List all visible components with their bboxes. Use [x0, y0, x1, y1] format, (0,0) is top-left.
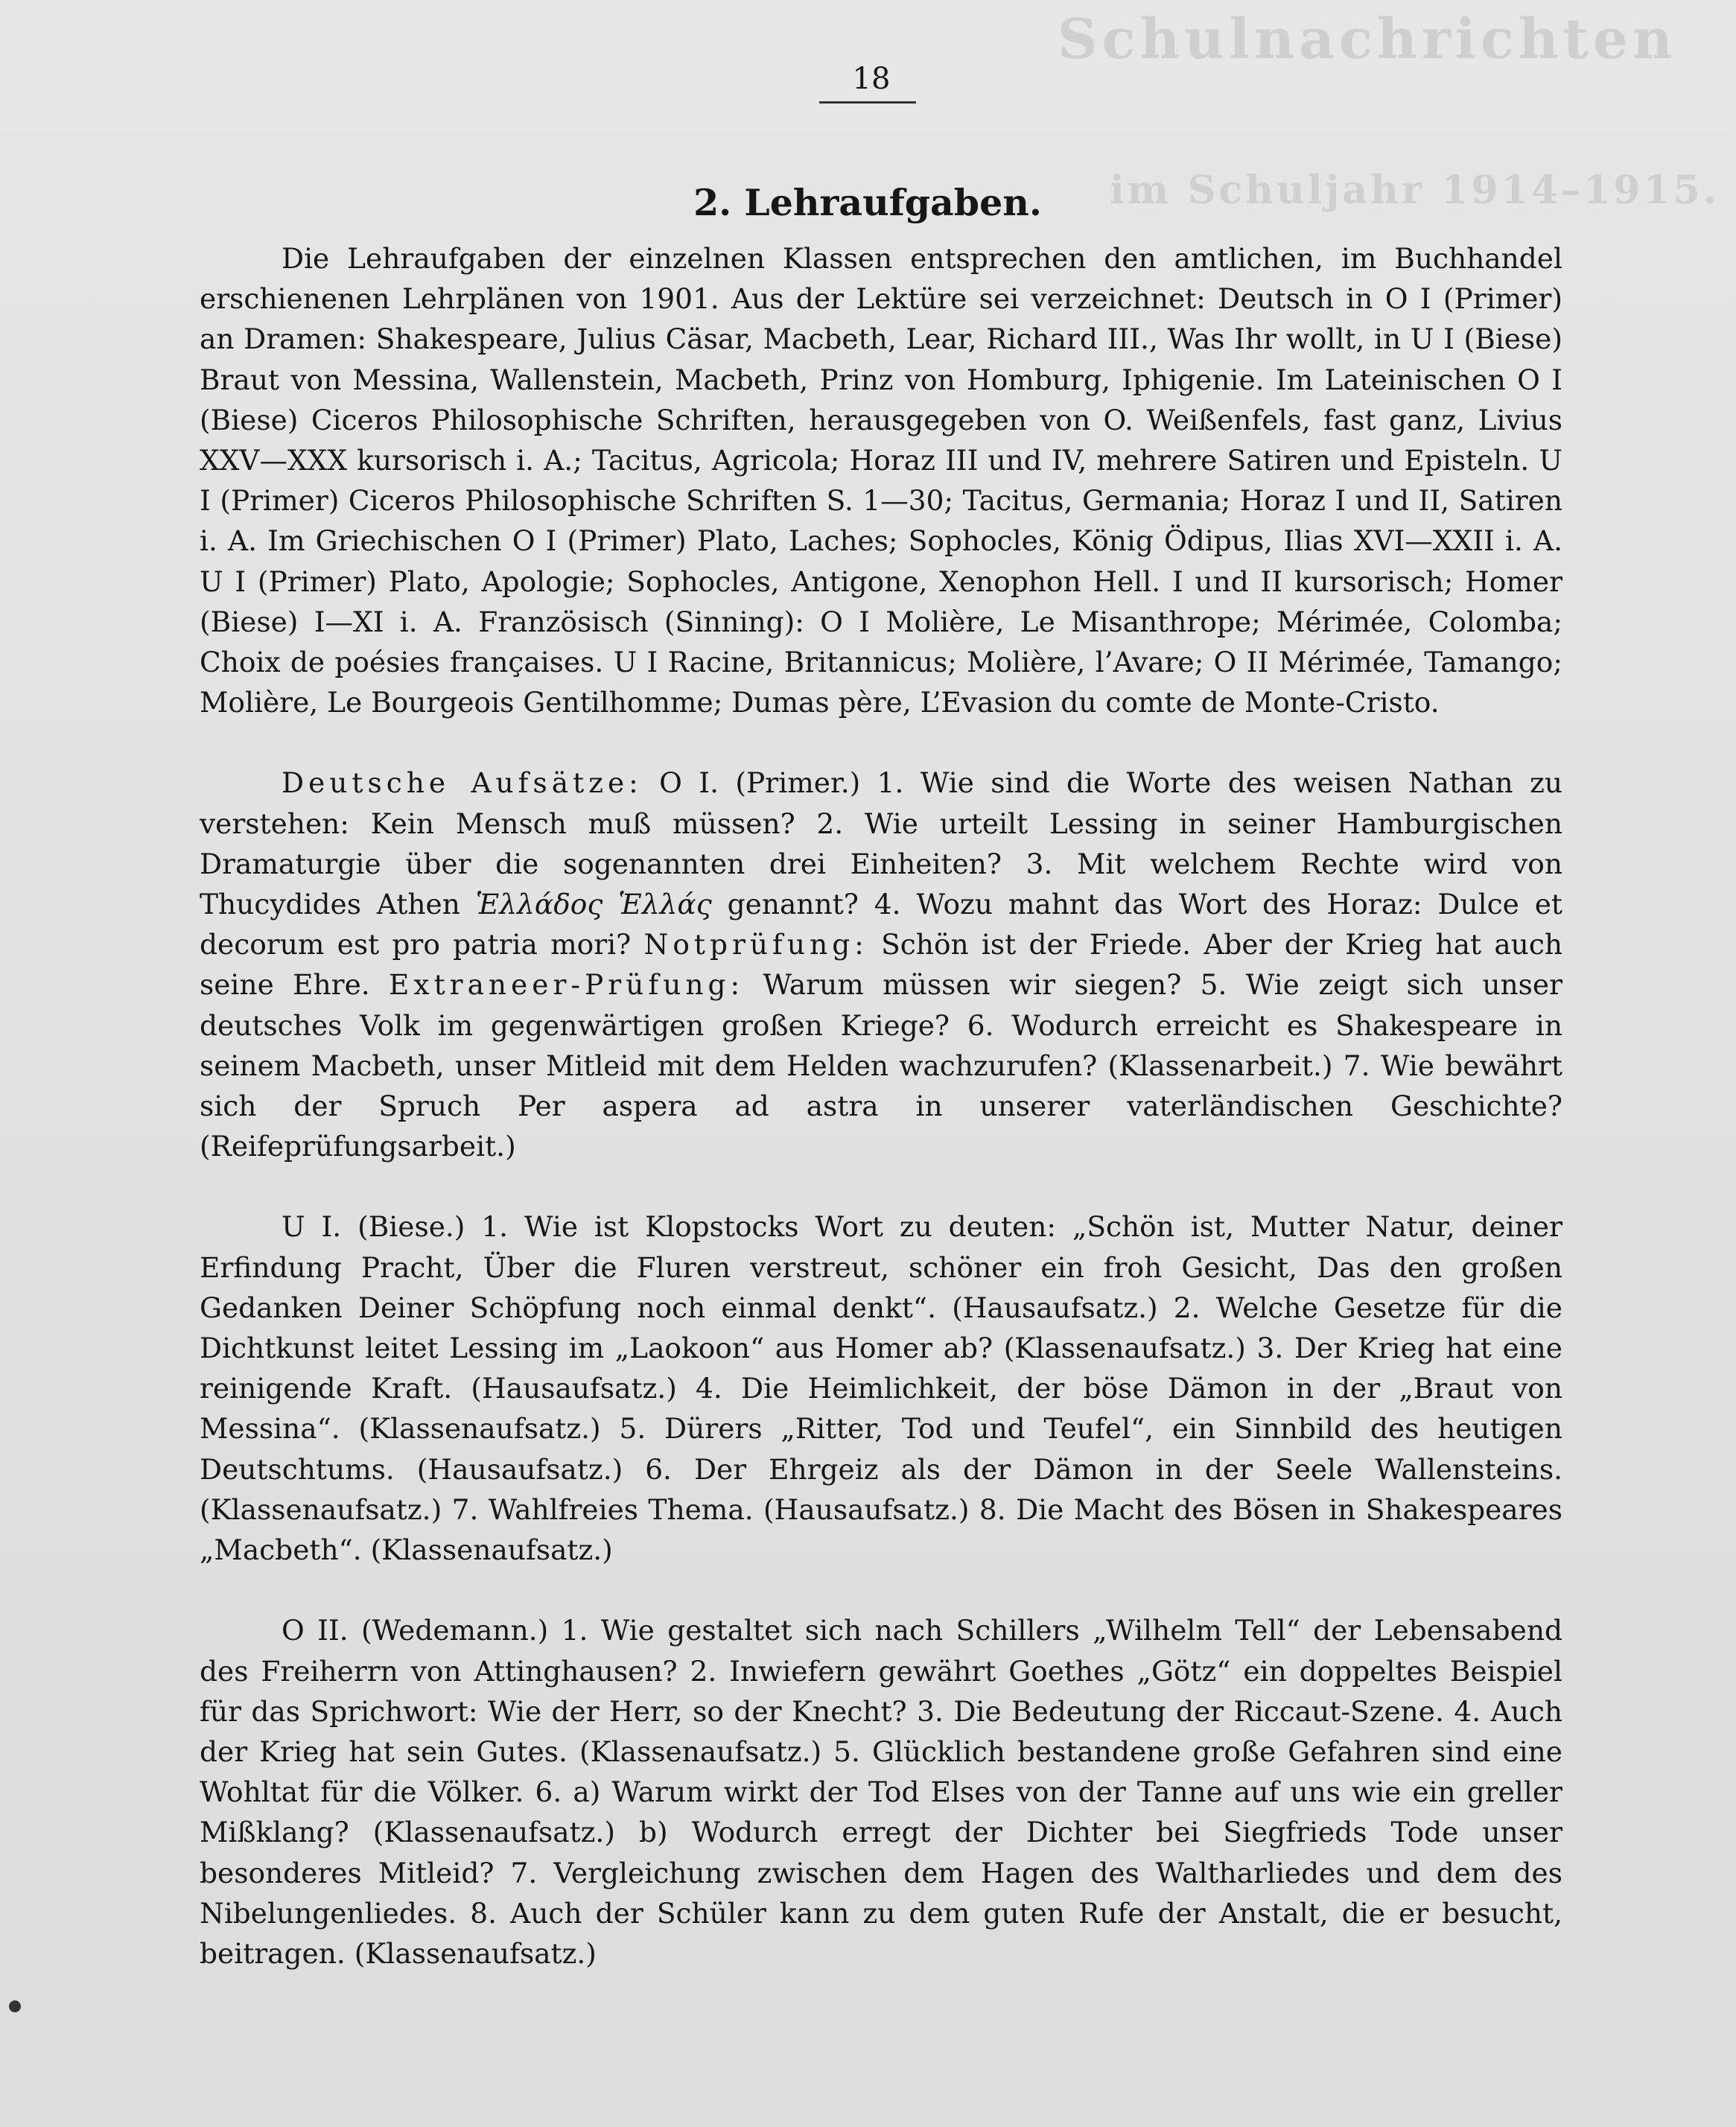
- essay-label: Deutsche Aufsätze:: [282, 766, 643, 800]
- paragraph-oi-part2: genannt? 4. Wozu mahnt das Wort des Horaz: Dulce et decorum est pro patria mori?: [200, 888, 1562, 961]
- paragraph-ui: U I. (Biese.) 1. Wie ist Klopstocks Wort zu deuten: „Schön ist, Mutter Natur, deiner Erfindung Pracht, Über die Fluren verstreut, schöner ein froh Gesicht, Das den großen Gedanken Deiner Schöpfung noch einmal denkt“. (Hausaufsatz.) 2. Welche Gesetze für die Dichtkunst leitet Lessing im „Laokoon“ aus Homer ab? (Klassenaufsatz.) 3. Der Krieg hat eine reinigende Kraft. (Hausaufsatz.) 4. Die Heimlichkeit, der böse Dämon in der „Braut von Messina“. (Klassenaufsatz.) 5. Dürers „Ritter, Tod und Teufel“, ein Sinnbild des heutigen Deutschtums. (Hausaufsatz.) 6. Der Ehrgeiz als der Dämon in der Seele Wallensteins. (Klassenaufsatz.) 7. Wahlfreies Thema. (Hausaufsatz.) 8. Die Macht des Bösen in Shakespeares „Macbeth“. (Klassenaufsatz.): [200, 1210, 1562, 1567]
- greek-quote: Ἑλλάδος Ἑλλάς: [475, 888, 712, 921]
- section-heading: 2. Lehraufgaben.: [693, 181, 1042, 224]
- page-number-rule: [819, 101, 916, 104]
- bleed-through-subtitle: im Schuljahr 1914–1915.: [1110, 168, 1720, 213]
- extraneer-label: Extraneer-Prüfung:: [389, 968, 745, 1002]
- paragraph-oi-part4: Warum müssen wir siegen? 5. Wie zeigt sich unser deutsches Volk im gegenwärtigen großen Kriege? 6. Wodurch erreicht es Shakespeare in seinem Macbeth, unser Mitleid mit dem Helden wachzurufen? (Klassenarbeit.) 7. Wie bewährt sich der Spruch Per aspera ad astra in unserer vaterländischen Geschichte? (Reifeprüfungsarbeit.): [200, 968, 1562, 1163]
- paragraph-oi-part1: O I. (Primer.) 1. Wie sind die Worte des weisen Nathan zu verstehen: Kein Mensch muß müssen? 2. Wie urteilt Lessing in seiner Hamburgischen Dramaturgie über die sogenannten drei Einheiten? 3. Mit welchem Rechte wird von Thucydides Athen: [200, 766, 1562, 921]
- body-text: [200, 238, 1562, 1974]
- paragraph-oi: [200, 763, 1562, 1166]
- bleed-through-title: Schulnachrichten: [1058, 7, 1677, 71]
- paragraph-oi-part3: Schön ist der Friede. Aber der Krieg hat auch seine Ehre.: [200, 928, 1562, 1002]
- page-number: 18: [852, 62, 891, 96]
- paragraph-intro: Die Lehraufgaben der einzelnen Klassen entsprechen den amtlichen, im Buchhandel erschienenen Lehrplänen von 1901. Aus der Lektüre sei verzeichnet: Deutsch in O I (Primer) an Dramen: Shakespeare, Julius Cäsar, Macbeth, Lear, Richard III., Was Ihr wollt, in U I (Biese) Braut von Messina, Wallenstein, Macbeth, Prinz von Homburg, Iphigenie. Im Lateinischen O I (Biese) Ciceros Philosophische Schriften, herausgegeben von O. Weißenfels, fast ganz, Livius XXV—XXX kursorisch i. A.; Tacitus, Agricola; Horaz III und IV, mehrere Satiren und Episteln. U I (Primer) Ciceros Philosophische Schriften S. 1—30; Tacitus, Germania; Horaz I und II, Satiren i. A. Im Griechischen O I (Primer) Plato, Laches; Sophocles, König Ödipus, Ilias XVI—XXII i. A. U I (Primer) Plato, Apologie; Sophocles, Antigone, Xenophon Hell. I und II kursorisch; Homer (Biese) I—XI i. A. Französisch (Sinning): O I Molière, Le Misanthrope; Mérimée, Colomba; Choix de poésies françaises. U I Racine, Britannicus; Molière, l’Avare; O II Mérimée, Tamango; Molière, Le Bourgeois Gentilhomme; Dumas père, L’Evasion du comte de Monte-Cristo.: [200, 242, 1562, 719]
- paragraph-oii: O II. (Wedemann.) 1. Wie gestaltet sich nach Schillers „Wilhelm Tell“ der Lebensabend des Freiherrn von Attinghausen? 2. Inwiefern gewährt Goethes „Götz“ ein doppeltes Beispiel für das Sprichwort: Wie der Herr, so der Knecht? 3. Die Bedeutung der Riccaut-Szene. 4. Auch der Krieg hat sein Gutes. (Klassenaufsatz.) 5. Glücklich bestandene große Gefahren sind eine Wohltat für die Völker. 6. a) Warum wirkt der Tod Elses von der Tanne auf uns wie ein greller Mißklang? (Klassenaufsatz.) b) Wodurch erregt der Dichter bei Siegfrieds Tode unser besonderes Mitleid? 7. Vergleichung zwischen dem Hagen des Waltharliedes und dem des Nibelungenliedes. 8. Auch der Schüler kann zu dem guten Rufe der Anstalt, die er besucht, beitragen. (Klassenaufsatz.): [200, 1614, 1562, 1970]
- notpruefung-label: Notprüfung:: [643, 928, 868, 961]
- scan-speck: [9, 2000, 21, 2012]
